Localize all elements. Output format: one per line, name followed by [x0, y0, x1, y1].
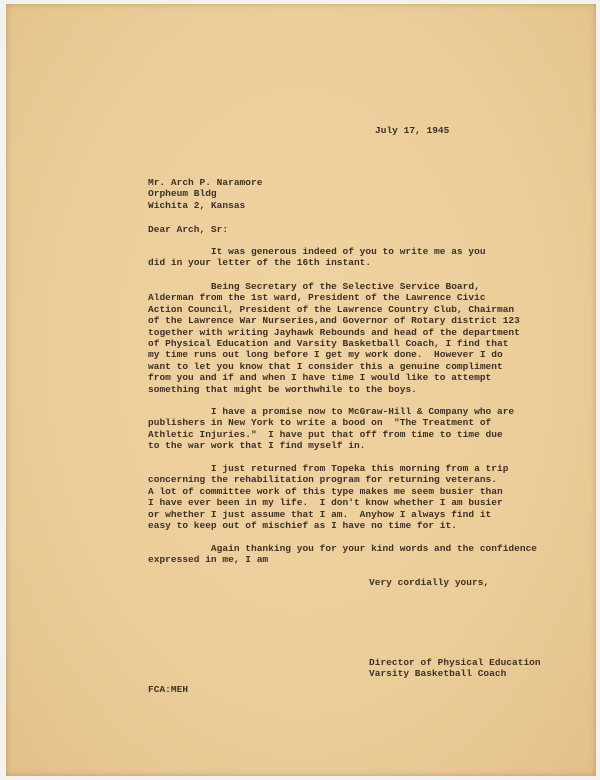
text-line: easy to keep out of mischief as I have no time for it. — [148, 519, 457, 531]
address-line: Mr. Arch P. Naramore — [148, 177, 263, 188]
text-line: together with writing Jayhawk Rebounds and head of the department — [148, 326, 520, 338]
text-line: to the war work that I find myself in. — [148, 440, 366, 452]
text-line: Action Council, President of the Lawrence Country Club, Chairman — [148, 303, 515, 315]
text-line: Alderman from the 1st ward, President of the Lawrence Civic — [148, 292, 486, 304]
paragraph-3 — [148, 406, 514, 452]
text-line: Again thanking you for your kind words and the confidence — [148, 543, 538, 554]
recipient-address — [148, 177, 262, 211]
text-line: It was generous indeed of you to write me as you — [148, 246, 486, 257]
text-line: expressed in me, I am — [148, 554, 269, 566]
text-line: Being Secretary of the Selective Service Board, — [148, 281, 480, 292]
text-line: A lot of committee work of this type makes me seem busier than — [148, 485, 503, 497]
paragraph-2 — [148, 281, 520, 395]
text-line: I have a promise now to McGraw-Hill & Company who are — [148, 406, 515, 417]
text-line: want to let you know that I consider this a genuine compliment — [148, 360, 503, 372]
text-line: something that might be worthwhile to the boys. — [148, 383, 417, 395]
text-line: publishers in New York to write a bood on "The Treatment of — [148, 417, 492, 429]
paragraph-4 — [148, 463, 508, 531]
typist-initials: FCA:MEH — [148, 684, 189, 695]
salutation: Dear Arch, Sr: — [148, 224, 229, 235]
text-line: or whether I just assume that I am. Anyhow I always find it — [148, 508, 492, 520]
letter-date: July 17, 1945 — [375, 125, 450, 136]
address-line: Wichita 2, Kansas — [148, 199, 246, 211]
text-line: from you and if and when I have time I would like to attempt — [148, 372, 492, 384]
address-line: Orpheum Bldg — [148, 188, 217, 200]
paragraph-5 — [148, 543, 537, 566]
paragraph-1 — [148, 246, 486, 269]
signature-titles — [369, 657, 541, 680]
closing: Very cordially yours, — [369, 577, 490, 588]
text-line: I have ever been in my life. I don't know whether I am busier — [148, 497, 503, 509]
text-line: did in your letter of the 16th instant. — [148, 257, 372, 269]
text-line: I just returned from Topeka this morning from a trip — [148, 463, 509, 474]
title-line: Varsity Basketball Coach — [369, 668, 507, 680]
text-line: my time runs out long before I get my work done. However I do — [148, 349, 503, 361]
title-line: Director of Physical Education — [369, 657, 541, 668]
text-line: Athletic Injuries." I have put that off from time to time due — [148, 428, 503, 440]
text-line: of the Lawrence War Nurseries,and Governor of Rotary district 123 — [148, 315, 520, 327]
text-line: concerning the rehabilitation program for returning veterans. — [148, 474, 497, 486]
text-line: of Physical Education and Varsity Basketball Coach, I find that — [148, 337, 509, 349]
